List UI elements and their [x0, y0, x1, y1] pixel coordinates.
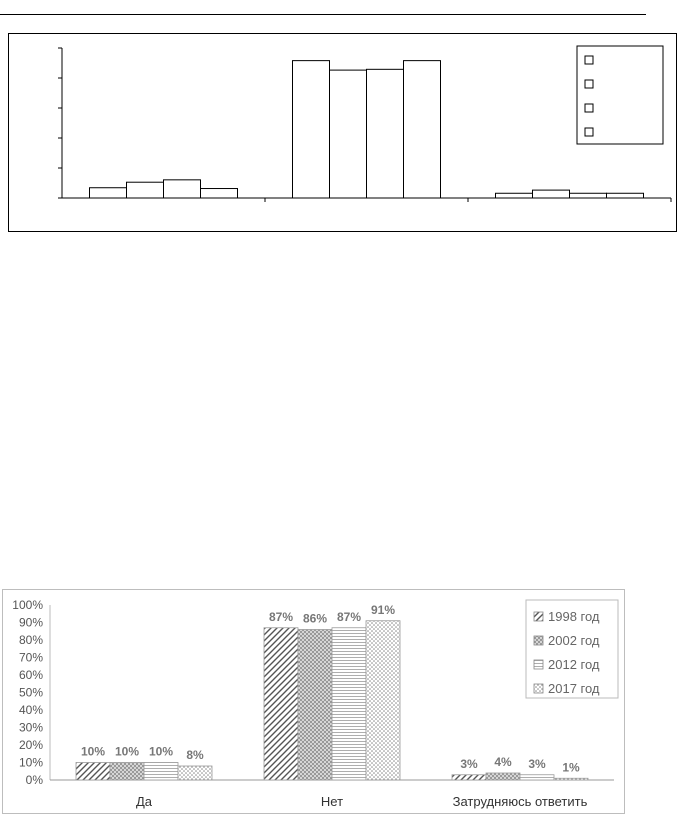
chart-1-bar — [367, 69, 404, 198]
chart-2-data-label: 10% — [148, 744, 174, 759]
chart-2-y-tick-label: 0% — [25, 773, 43, 787]
chart-2-y-tick-label: 10% — [18, 755, 43, 770]
chart-2-bar — [76, 763, 110, 781]
chart-1-legend-swatch — [585, 128, 593, 136]
chart-2-bar — [110, 763, 144, 781]
chart-1-bar — [570, 193, 607, 198]
chart-1-legend-swatch — [585, 56, 593, 64]
chart-1-legend-swatch — [585, 104, 593, 112]
chart-2-legend-swatch — [534, 684, 543, 693]
chart-1-bar — [90, 188, 127, 198]
chart-2-bar — [332, 628, 366, 780]
chart-2-bar — [520, 775, 554, 780]
chart-2-bar — [144, 763, 178, 781]
chart-2-frame — [2, 589, 625, 814]
chart-1-bar — [201, 189, 238, 198]
chart-1-frame — [8, 33, 677, 232]
chart-2-bar — [366, 621, 400, 780]
chart-2-data-label: 86% — [302, 611, 328, 626]
chart-2-y-tick-label: 80% — [18, 633, 43, 647]
chart-1-bar — [533, 190, 570, 198]
chart-2-category-label: Да — [135, 794, 153, 809]
chart-2-data-label: 91% — [370, 602, 396, 617]
chart-2-y-tick-label: 90% — [18, 615, 43, 630]
chart-2-y-tick-label: 70% — [18, 650, 43, 665]
chart-2-bar — [298, 630, 332, 781]
chart-2-data-label: 3% — [460, 756, 478, 771]
chart-2-y-tick-label: 40% — [18, 703, 43, 717]
chart-1-legend-swatch — [585, 80, 593, 88]
chart-2-legend-label: 2012 год — [548, 657, 600, 672]
chart-2-bar — [452, 775, 486, 780]
chart-1-bar — [607, 193, 644, 198]
chart-2-legend-label: 2017 год — [548, 681, 600, 696]
chart-2-svg — [3, 590, 626, 815]
chart-1-bar — [293, 61, 330, 198]
page-top-rule — [0, 14, 646, 15]
chart-2-data-label: 10% — [80, 744, 106, 759]
chart-2-bar — [178, 766, 212, 780]
chart-2-data-label: 4% — [494, 755, 512, 769]
chart-2-y-tick-label: 50% — [18, 685, 43, 700]
chart-1-bar — [496, 193, 533, 198]
chart-2-data-label: 3% — [528, 756, 546, 771]
chart-1-bar — [330, 70, 367, 198]
chart-2-data-label: 10% — [114, 744, 140, 759]
chart-1-bar — [127, 182, 164, 198]
chart-2-bar — [486, 773, 520, 780]
chart-2-legend-label: 2002 год — [548, 633, 600, 648]
chart-2-legend-label: 1998 год — [548, 609, 600, 624]
chart-2-y-tick-label: 20% — [18, 738, 43, 752]
chart-2-data-label: 87% — [268, 609, 294, 624]
chart-2-legend-swatch — [534, 660, 543, 669]
chart-1-bar — [164, 180, 201, 198]
chart-2-y-tick-label: 60% — [18, 668, 43, 682]
chart-2-bar — [264, 628, 298, 780]
chart-2-bar — [554, 778, 588, 780]
chart-2-data-label: 87% — [336, 609, 362, 624]
chart-1-svg — [9, 34, 677, 233]
chart-2-y-tick-label: 30% — [18, 720, 43, 735]
chart-2-legend-swatch — [534, 636, 543, 645]
chart-2-data-label: 1% — [562, 760, 580, 775]
chart-1-bar — [404, 61, 441, 198]
chart-2-category-label: Затрудняюсь ответить — [452, 794, 588, 809]
chart-2-category-label: Нет — [320, 794, 344, 809]
chart-2-legend-swatch — [534, 612, 543, 621]
chart-2-data-label: 8% — [186, 748, 204, 762]
chart-2-y-tick-label: 100% — [12, 598, 43, 612]
